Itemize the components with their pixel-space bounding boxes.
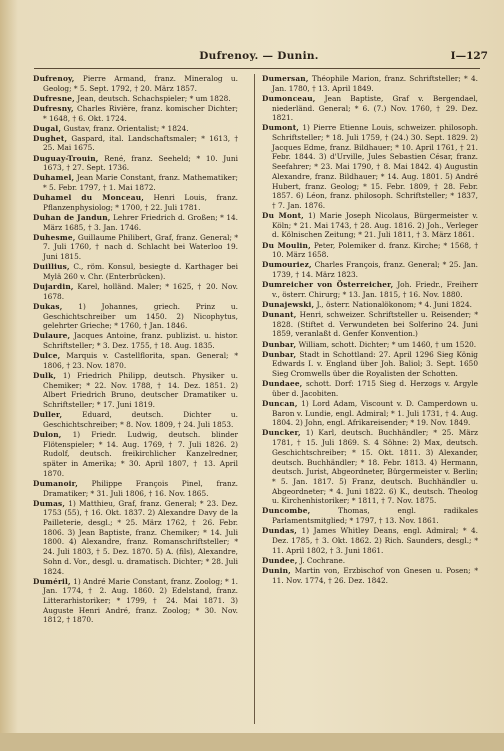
entry-text: Guillaume Philibert, Graf, franz. General; * 7. Juli 1760, † nach d. Schlacht bei Waterloo 19. Juni 1815. <box>43 232 238 262</box>
entry-headword: Dumas, <box>33 498 66 508</box>
entry-headword: Duhamel du Monceau, <box>33 193 145 203</box>
entry-text: C., röm. Konsul, besiegte d. Karthager bei Mylä 260 v. Chr. (Enterbrücken). <box>43 262 238 281</box>
dictionary-entry <box>33 193 238 212</box>
entry-headword: Dundas, <box>262 526 298 536</box>
entry-text: René, franz. Seeheld; * 10. Juni 1673, † 27. Sept. 1736. <box>43 153 238 173</box>
entry-headword: Dujardin, <box>33 282 74 292</box>
dictionary-entry <box>33 351 238 370</box>
entry-text: Peter, Polemiker d. franz. Kirche; * 1568, † 10. März 1658. <box>272 240 479 260</box>
entry-text: Jean, deutsch. Schachspieler; * um 1828. <box>74 93 231 103</box>
dictionary-entry <box>262 428 478 506</box>
entry-headword: Dughet, <box>33 133 68 143</box>
entry-headword: Duncombe, <box>262 506 311 516</box>
entry-text: 1) André Marie Constant, franz. Zoolog; * 1. Jan. 1774, † 2. Aug. 1860. 2) Edelstand, franz. Litterarhistoriker; * 1799, † 24. Mai 1871. 3) Auguste Henri André, franz. Zoolog; * 30. Nov. 1812, † 1870. <box>43 576 238 625</box>
left-column <box>33 74 238 626</box>
dictionary-entry <box>33 94 238 104</box>
entry-headword: Dunant, <box>262 310 297 319</box>
entry-text: Karel, holländ. Maler; * 1625, † 20. Nov. 1678. <box>43 282 238 301</box>
entry-headword: Dunbar, <box>262 339 297 349</box>
entry-text: 1) James Whitley Deans, engl. Admiral; * 4. Dez. 1785, † 3. Okt. 1862. 2) Rich. Saunders, desgl.; * 11. April 1802, † 3. Juni 1861. <box>272 526 478 555</box>
dictionary-entry <box>33 154 238 173</box>
dictionary-entry <box>262 241 478 260</box>
header-rule <box>34 68 480 69</box>
entry-headword: Dufresne, <box>33 93 75 103</box>
entry-text: Jean Baptiste, Graf v. Bergendael, niederländ. General; * 6. (7.) Nov. 1760, † 29. Dez. 1821. <box>272 93 478 123</box>
entry-text: 1) Johannes, griech. Prinz u. Geschichtschreiber um 1450. 2) Nicophytus, gelehrter Grieche; * 1760, † Jan. 1846. <box>43 301 238 331</box>
entry-text: William, schott. Dichter; * um 1460, † um 1520. <box>296 339 477 349</box>
running-header <box>24 50 494 66</box>
entry-headword: Dulk, <box>33 370 57 380</box>
dictionary-entry <box>262 399 478 428</box>
entry-headword: Duhan de Jandun, <box>33 212 111 222</box>
dictionary-entry <box>33 479 238 498</box>
entry-headword: Dumanoir, <box>33 478 78 488</box>
dictionary-entry <box>33 74 238 93</box>
dictionary-entry <box>33 134 238 153</box>
entry-text: Théophile Marion, franz. Schriftsteller; * 4. Jan. 1780, † 13. April 1849. <box>272 74 478 93</box>
entry-text: Eduard, deutsch. Dichter u. Geschichtschreiber; * 8. Nov. 1809, † 24. Juli 1853. <box>43 410 238 429</box>
entry-text: Pierre Armand, franz. Mineralog u. Geolog; * 5. Sept. 1792, † 20. März 1857. <box>43 74 238 93</box>
dictionary-entry <box>262 506 478 525</box>
dictionary-entry <box>262 310 478 339</box>
dictionary-entry <box>33 577 238 626</box>
entry-headword: Duillius, <box>33 262 70 272</box>
entry-headword: Duncan, <box>262 398 298 408</box>
entry-headword: Dundaee, <box>262 379 303 389</box>
column-divider <box>254 74 255 724</box>
page-number: I—127 <box>450 50 488 62</box>
dictionary-entry <box>33 262 238 281</box>
entry-text: Jean Marie Constant, franz. Mathematiker; * 5. Febr. 1797, † 1. Mai 1872. <box>43 173 238 193</box>
dictionary-entry <box>33 499 238 577</box>
dictionary-entry <box>33 213 238 232</box>
entry-headword: Duméril, <box>33 576 71 586</box>
entry-text: 1) Matthieu, Graf, franz. General; * 23. Dez. 1753 (55), † 16. Okt. 1837. 2) Alexandre Davy de la Pailleterie, desgl.; * 25. März 1762, † 26. Febr. 1806. 3) Jean Baptiste, franz. Chemiker; * 14. Juli 1800. 4) Alexandre, franz. Romanschriftsteller; * 24. Juli 1803, † 5. Dez. 1870. 5) A. (fils), Alexandre, Sohn d. Vor., desgl. u. dramatisch. Dichter; * 28. Juli 1824. <box>43 498 238 576</box>
dictionary-entry <box>262 211 478 240</box>
entry-text: 1) Pierre Etienne Louis, schweizer. philosoph. Schriftsteller; * 18. Juli 1759, † (24.) 30. Sept. 1829. 2) Jacques Edme, franz. Bildhauer; * 10. April 1761, † 21. Febr. 1844. 3) d'Urville, Jules Sebastien César, franz. Seefahrer; * 23. Mai 1790, † 8. Mai 1842. 4) Augustin Alexandre, franz. Bildhauer; * 14. Aug. 1801. 5) André Hubert, franz. Geolog; * 15. Febr. 1809, † 28. Febr. 1857. 6) Léon, franz. philosoph. Schriftsteller; * 1837, † 7. Jan. 1876. <box>272 123 478 210</box>
page-title: Dufrenoy. — Dunin. <box>199 50 319 62</box>
dictionary-entry <box>33 371 238 410</box>
dictionary-entry <box>33 302 238 331</box>
entry-headword: Dunbar, <box>262 349 297 359</box>
entry-text: 1) Lord Adam, Viscount v. D. Camperdown u. Baron v. Lundie, engl. Admiral; * 1. Juli 1731, † 4. Aug. 1804. 2) John, engl. Afrikareisender; * 19. Nov. 1849. <box>272 398 478 428</box>
entry-text: Marquis v. Castellflorita, span. General; * 1806, † 23. Nov. 1870. <box>43 351 238 370</box>
dictionary-entry <box>262 300 478 310</box>
dictionary-entry <box>262 260 478 279</box>
entry-headword: Duhamel, <box>33 173 75 183</box>
dictionary-entry <box>262 123 478 210</box>
entry-headword: Duhesme, <box>33 232 76 242</box>
entry-text: 1) Friedr. Ludwig, deutsch. blinder Flötenspieler; * 14. Aug. 1769, † 7. Juli 1826. 2) Rudolf, deutsch. freikirchlicher Kanzelredner, später in Amerika; * 30. April 1807, † 13. April 1870. <box>43 429 238 478</box>
dictionary-entry <box>262 526 478 555</box>
entry-text: J., österr. Nationalökonom; * 4. Juni 1824. <box>314 299 472 309</box>
entry-text: Charles Rivière, franz. komischer Dichter; * 1648, † 6. Okt. 1724. <box>43 103 238 123</box>
entry-text: 1) Karl, deutsch. Buchhändler; * 25. März 1781, † 15. Juli 1869. S. 4 Söhne: 2) Max, deutsch. Geschichtschreiber; * 15. Okt. 1811. 3) Alexander, deutsch. Buchhändler; * 18. Febr. 1813. 4) Hermann, deutsch. Jurist, Abgeordneter, Bürgermeister v. Berlin; * 5. Jan. 1817. 5) Franz, deutsch. Buchhändler u. Abgeordneter; * 4. Juni 1822. 6) K., deutsch. Theolog u. Kirchenhistoriker; * 1811, † 7. Nov. 1875. <box>272 428 478 506</box>
entry-text: Joh. Friedr., Freiherr v., österr. Chirurg; * 13. Jan. 1815, † 16. Nov. 1880. <box>272 280 478 299</box>
dictionary-entry <box>33 124 238 134</box>
entry-text: Henri Louis, franz. Pflanzenphysiolog; * 1700, † 22. Juli 1781. <box>43 193 238 212</box>
right-column <box>262 74 478 586</box>
entry-headword: Du Mont, <box>262 211 304 221</box>
entry-headword: Dumonceau, <box>262 93 316 103</box>
dictionary-entry <box>262 280 478 299</box>
entry-text: Charles François, franz. General; * 25. Jan. 1739, † 14. März 1823. <box>272 260 478 280</box>
dictionary-entry <box>33 430 238 479</box>
entry-headword: Duncker, <box>262 428 301 438</box>
entry-text: 1) Friedrich Philipp, deutsch. Physiker u. Chemiker; * 22. Nov. 1788, † 14. Dez. 1851. 2) Albert Friedrich Bruno, deutscher Dramatiker u. Schriftsteller; * 17. Juni 1819. <box>43 370 238 410</box>
entry-headword: Dulaure, <box>33 331 71 341</box>
entry-headword: Dulce, <box>33 351 61 361</box>
entry-headword: Dufrenoy, <box>33 74 75 83</box>
entry-text: schott. Dorf: 1715 Sieg d. Herzogs v. Argyle über d. Jacobiten. <box>272 379 478 398</box>
entry-text: Stadt in Schottland: 27. April 1296 Sieg König Edwards I. v. England über Joh. Baliol; 3. Sept. 1650 Sieg Cromwells über die Royalisten der Schotten. <box>272 349 478 378</box>
dictionary-entry <box>33 331 238 350</box>
entry-headword: Duguay-Trouin, <box>33 153 99 163</box>
entry-text: 1) Marie Joseph Nicolaus, Bürgermeister v. Köln; * 21. Mai 1743, † 28. Aug. 1816. 2) Joh., Verleger d. Kölnischen Zeitung; * 21. Juli 1811, † 3. März 1861. <box>272 211 478 240</box>
dictionary-entry <box>33 104 238 123</box>
dictionary-entry <box>33 173 238 192</box>
entry-headword: Dumreicher von Österreicher, <box>262 280 394 290</box>
entry-headword: Dumouriez, <box>262 260 312 270</box>
dictionary-entry <box>262 94 478 123</box>
dictionary-entry <box>33 410 238 429</box>
entry-headword: Dugal, <box>33 123 62 133</box>
entry-headword: Du Moulin, <box>262 240 311 250</box>
page-bottom-edge <box>0 733 504 751</box>
dictionary-entry <box>262 340 478 350</box>
entry-text: J. Cochrane. <box>297 555 346 565</box>
entry-text: Philippe François Pinel, franz. Dramatiker; * 31. Juli 1806, † 16. Nov. 1865. <box>43 478 238 498</box>
entry-headword: Dumont, <box>262 123 300 133</box>
entry-headword: Dumersan, <box>262 74 309 83</box>
dictionary-entry <box>262 74 478 93</box>
entry-headword: Dulon, <box>33 429 62 439</box>
entry-text: Thomas, engl. radikales Parlamentsmitglied; * 1797, † 13. Nov. 1861. <box>272 506 478 526</box>
entry-headword: Dunin, <box>262 565 291 575</box>
dictionary-entry <box>262 556 478 566</box>
dictionary-entry <box>262 566 478 585</box>
entry-headword: Dufresny, <box>33 103 74 113</box>
dictionary-entry <box>33 233 238 262</box>
dictionary-entry <box>33 282 238 301</box>
entry-text: Lehrer Friedrich d. Großen; * 14. März 1685, † 3. Jan. 1746. <box>43 212 239 232</box>
entry-text: Jacques Antoine, franz. publizist. u. histor. Schriftsteller; * 3. Dez. 1755, † 18. Aug. 1835. <box>43 331 238 351</box>
entry-headword: Dundee, <box>262 555 298 565</box>
entry-headword: Duller, <box>33 410 63 420</box>
entry-text: Gaspard, ital. Landschaftsmaler; * 1613, † 25. Mai 1675. <box>43 133 238 153</box>
dictionary-entry <box>262 350 478 379</box>
entry-text: Henri, schweizer. Schriftsteller u. Reisender; * 1828. (Stiftet d. Verwundeten bei Solferino 24. Juni 1859, veranlaßt d. Genfer Konvention.) <box>272 310 478 339</box>
entry-headword: Dunajewski, <box>262 299 315 309</box>
entry-text: Martin von, Erzbischof von Gnesen u. Posen; * 11. Nov. 1774, † 26. Dez. 1842. <box>272 565 478 585</box>
dictionary-entry <box>262 379 478 398</box>
entry-headword: Dukas, <box>33 301 63 311</box>
entry-text: Gustav, franz. Orientalist; * 1824. <box>61 123 189 133</box>
